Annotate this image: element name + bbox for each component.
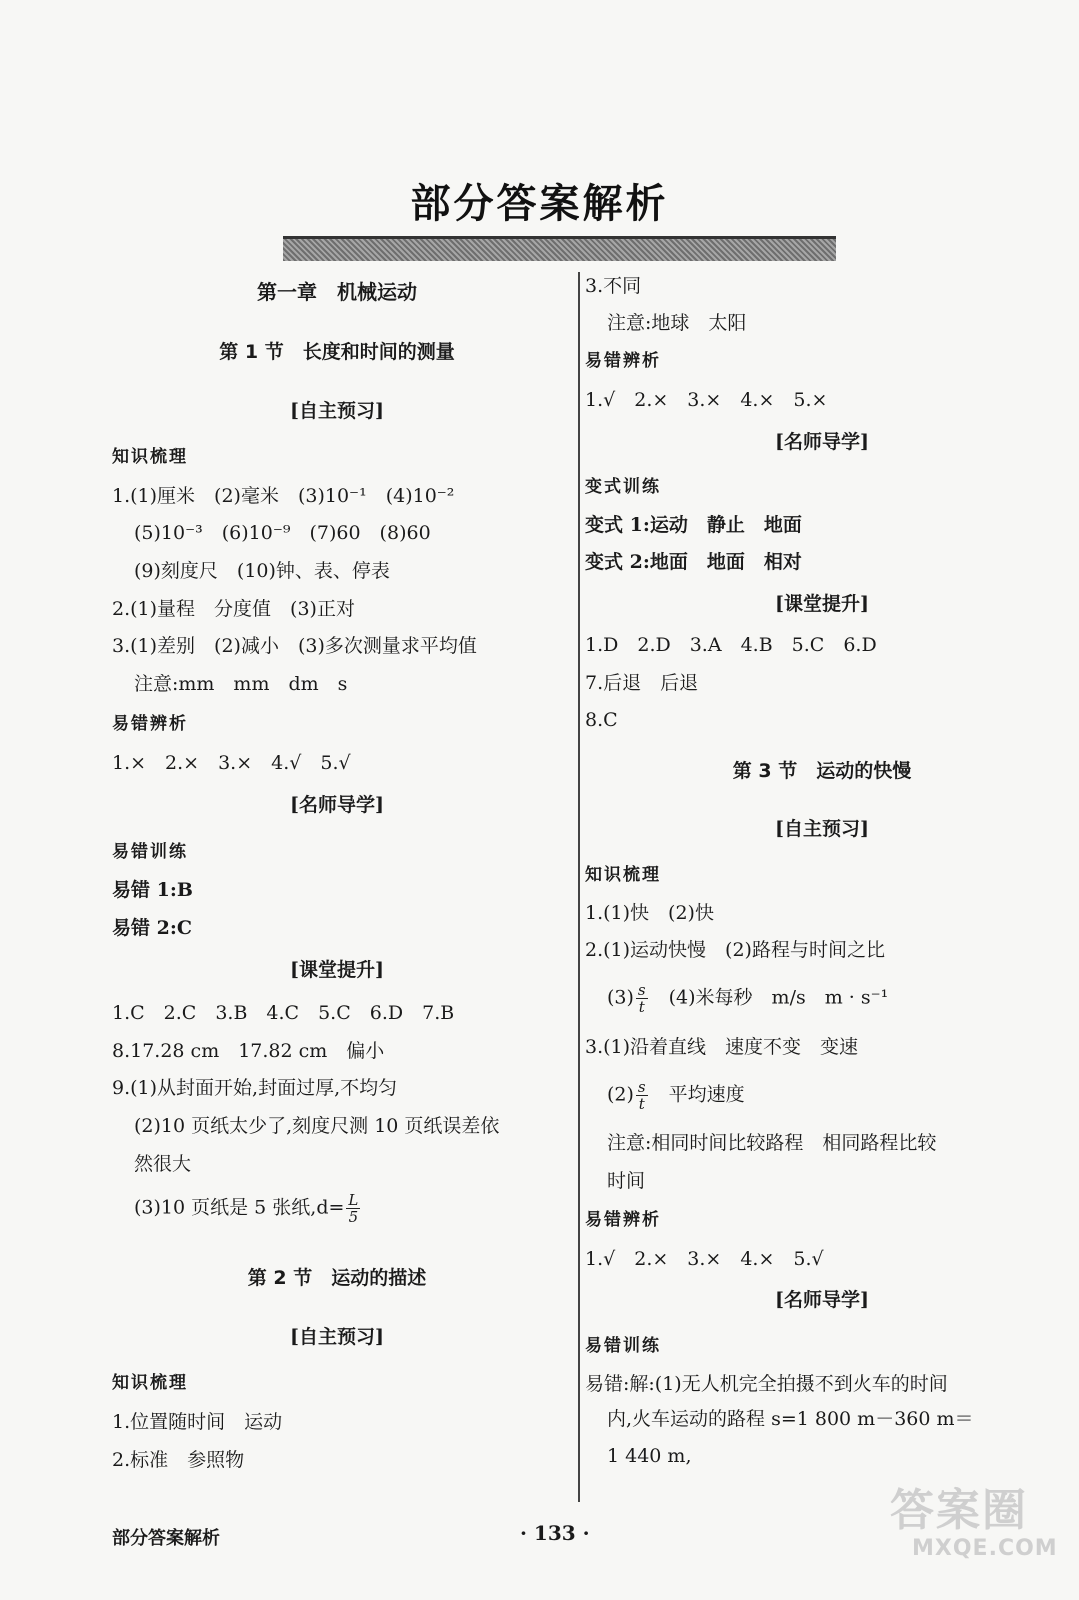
fraction-numerator: s bbox=[637, 1078, 646, 1096]
answer-line: 1 440 m, bbox=[607, 1445, 692, 1467]
section-1-title: 第 1 节 长度和时间的测量 bbox=[219, 341, 455, 363]
answer-line: 7.后退 后退 bbox=[585, 672, 699, 694]
fraction-prefix: (3)10 页纸是 5 张纸,d= bbox=[134, 1196, 345, 1219]
knowledge-heading: 知识梳理 bbox=[585, 865, 661, 885]
answer-line: 3.(1)差别 (2)减小 (3)多次测量求平均值 bbox=[112, 635, 477, 657]
self-preview-label: [自主预习] bbox=[290, 400, 384, 422]
answer-line: 注意:相同时间比较路程 相同路程比较 bbox=[607, 1132, 937, 1154]
class-improve-label: [课堂提升] bbox=[290, 959, 384, 981]
class-improve-label: [课堂提升] bbox=[775, 593, 869, 615]
footer-title: 部分答案解析 bbox=[112, 1528, 220, 1549]
answer-line: 2.(1)量程 分度值 (3)正对 bbox=[112, 598, 355, 620]
fraction-denominator: t bbox=[638, 1095, 645, 1113]
answer-line: 1.位置随时间 运动 bbox=[112, 1411, 283, 1433]
answer-line: 注意:地球 太阳 bbox=[607, 312, 747, 334]
answer-line: 2.标准 参照物 bbox=[112, 1449, 245, 1471]
answer-line-fraction bbox=[134, 1192, 362, 1225]
answer-line: 内,火车运动的路程 s=1 800 m－360 m＝ bbox=[607, 1408, 974, 1430]
answer-line: 8.17.28 cm 17.82 cm 偏小 bbox=[112, 1040, 385, 1062]
answer-line: 2.(1)运动快慢 (2)路程与时间之比 bbox=[585, 939, 885, 961]
fraction-numerator: L bbox=[348, 1191, 359, 1209]
fraction-denominator: t bbox=[638, 998, 645, 1016]
answer-line: 1.√ 2.× 3.× 4.× 5.√ bbox=[585, 1248, 824, 1270]
answer-line: 1.× 2.× 3.× 4.√ 5.√ bbox=[112, 752, 351, 774]
answer-line: 1.(1)厘米 (2)毫米 (3)10⁻¹ (4)10⁻² bbox=[112, 485, 455, 507]
title-bar bbox=[283, 236, 836, 261]
answer-line: 注意:mm mm dm s bbox=[134, 673, 348, 695]
answer-line: (5)10⁻³ (6)10⁻⁹ (7)60 (8)60 bbox=[134, 522, 431, 544]
teacher-guide-label: [名师导学] bbox=[775, 431, 869, 453]
knowledge-heading: 知识梳理 bbox=[112, 1373, 188, 1393]
self-preview-label: [自主预习] bbox=[775, 818, 869, 840]
fraction bbox=[636, 1079, 648, 1112]
answer-line: 易错 2:C bbox=[112, 917, 192, 939]
answer-line: 1.(1)快 (2)快 bbox=[585, 902, 714, 924]
answer-line: (2)10 页纸太少了,刻度尺测 10 页纸误差依 bbox=[134, 1115, 500, 1137]
variant-training-heading: 变式训练 bbox=[585, 477, 661, 497]
answer-line: 8.C bbox=[585, 709, 618, 731]
answer-line: 易错 1:B bbox=[112, 879, 193, 901]
answer-line: 1.C 2.C 3.B 4.C 5.C 6.D 7.B bbox=[112, 1002, 455, 1024]
fraction bbox=[636, 982, 648, 1015]
knowledge-heading: 知识梳理 bbox=[112, 447, 188, 467]
error-training-heading: 易错训练 bbox=[585, 1336, 661, 1356]
self-preview-label: [自主预习] bbox=[290, 1326, 384, 1348]
answer-line: 变式 1:运动 静止 地面 bbox=[585, 514, 802, 536]
error-analysis-heading: 易错辨析 bbox=[585, 1210, 661, 1230]
chapter-heading: 第一章 机械运动 bbox=[257, 280, 417, 304]
answer-line-fraction bbox=[607, 982, 888, 1015]
fraction-suffix: 平均速度 bbox=[668, 1083, 745, 1106]
teacher-guide-label: [名师导学] bbox=[290, 794, 384, 816]
answer-line: 3.不同 bbox=[585, 275, 642, 297]
page-title: 部分答案解析 bbox=[410, 181, 669, 227]
error-analysis-heading: 易错辨析 bbox=[112, 714, 188, 734]
answer-line: 1.D 2.D 3.A 4.B 5.C 6.D bbox=[585, 634, 877, 656]
teacher-guide-label: [名师导学] bbox=[775, 1289, 869, 1311]
fraction-suffix: (4)米每秒 m/s m · s⁻¹ bbox=[668, 986, 889, 1009]
fraction bbox=[346, 1192, 360, 1225]
answer-line: 时间 bbox=[607, 1170, 646, 1192]
fraction-denominator: 5 bbox=[348, 1208, 359, 1226]
fraction-prefix: (3) bbox=[607, 986, 634, 1009]
watermark-logo bbox=[882, 1470, 1058, 1570]
watermark-url: MXQE.COM bbox=[912, 1536, 1058, 1561]
error-training-heading: 易错训练 bbox=[112, 842, 188, 862]
fraction-numerator: s bbox=[637, 981, 646, 999]
answer-line: 1.√ 2.× 3.× 4.× 5.× bbox=[585, 389, 828, 411]
answer-line-fraction bbox=[607, 1079, 745, 1112]
error-analysis-heading: 易错辨析 bbox=[585, 351, 661, 371]
answer-line: 3.(1)沿着直线 速度不变 变速 bbox=[585, 1036, 859, 1058]
answer-line: 变式 2:地面 地面 相对 bbox=[585, 551, 802, 573]
section-3-title: 第 3 节 运动的快慢 bbox=[732, 760, 912, 782]
column-divider bbox=[578, 272, 580, 1502]
watermark-text: 答案圈 bbox=[890, 1485, 1028, 1536]
answer-line: 然很大 bbox=[134, 1153, 192, 1175]
answer-line: 易错:解:(1)无人机完全拍摄不到火车的时间 bbox=[585, 1373, 948, 1395]
section-2-title: 第 2 节 运动的描述 bbox=[247, 1267, 427, 1289]
page-number: · 133 · bbox=[520, 1521, 590, 1545]
answer-line: (9)刻度尺 (10)钟、表、停表 bbox=[134, 560, 390, 582]
answer-line: 9.(1)从封面开始,封面过厚,不均匀 bbox=[112, 1077, 398, 1099]
fraction-prefix: (2) bbox=[607, 1083, 634, 1106]
